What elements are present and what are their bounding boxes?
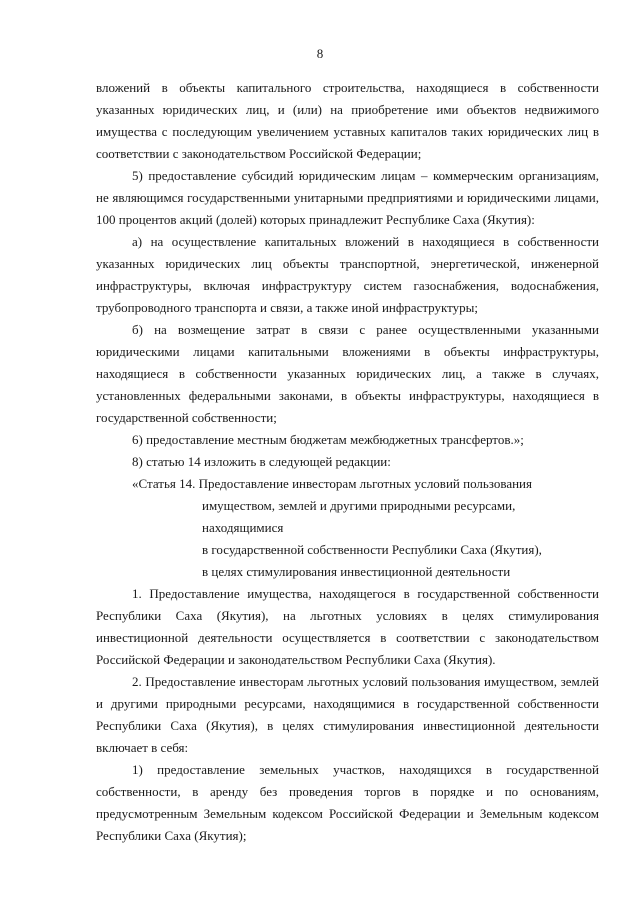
paragraph-capital-investments-continued: вложений в объекты капитального строительства, находящиеся в собственности указанных юридических лиц, и (или) на приобретение ими объектов недвижимого имущества с последующим увеличением уставных капиталов таких юридических лиц в соответствии с законодательством Российской Федерации; bbox=[96, 80, 599, 161]
paragraph-subitem-a: а) на осуществление капитальных вложений в находящиеся в собственности указанных юридических лиц объекты транспортной, энергетической, инженерной инфраструктуры, включая инфраструктуру систем газоснабжения, водоснабжения, трубопроводного транспорта и связи, а также иной инфраструктуры; bbox=[96, 234, 599, 315]
paragraph-clause-2-item-1: 1) предоставление земельных участков, находящихся в государственной собственности, в аренду без проведения торгов в порядке и по основаниям, предусмотренным Земельным кодексом Российской Федерации и Земельным кодексом Республики Саха (Якутия); bbox=[96, 762, 599, 843]
article-heading-line: в государственной собственности Республики Саха (Якутия), bbox=[202, 542, 542, 557]
page-number: 8 bbox=[316, 46, 324, 61]
article-heading-line: в целях стимулирования инвестиционной деятельности bbox=[202, 564, 511, 579]
paragraph-subitem-b: б) на возмещение затрат в связи с ранее осуществленными указанными юридическими лицами капитальными вложениями в объекты инфраструктуры, находящиеся в собственности указанных юридических лиц, а также в случаях, установленных федеральными законами, в объекты инфраструктуры, находящиеся в государственной собственности; bbox=[96, 322, 599, 425]
article-heading-line: имуществом, землей и другими природными ресурсами, находящимися bbox=[202, 498, 516, 535]
paragraph-clause-1: 1. Предоставление имущества, находящегося в государственной собственности Республики Саха (Якутия), на льготных условиях в целях стимулирования инвестиционной деятельности осуществляется в соответствии с законодательством Российской Федерации и законодательством Республики Саха (Якутия). bbox=[96, 586, 599, 667]
paragraph-item-5-subsidies: 5) предоставление субсидий юридическим лицам – коммерческим организациям, не являющимся государственными унитарными предприятиями и юридическими лицами, 100 процентов акций (долей) которых принадлежит Республике Саха (Якутия): bbox=[96, 168, 599, 227]
article-14-heading bbox=[96, 473, 599, 583]
document-body bbox=[96, 77, 599, 847]
paragraph-item-6-transfers: 6) предоставление местным бюджетам межбюджетных трансфертов.»; bbox=[132, 432, 524, 447]
paragraph-item-8-article-14: 8) статью 14 изложить в следующей редакции: bbox=[132, 454, 391, 469]
paragraph-clause-2: 2. Предоставление инвесторам льготных условий пользования имуществом, землей и другими природными ресурсами, находящимися в государственной собственности Республики Саха (Якутия), в целях стимулирования инвестиционной деятельности включает в себя: bbox=[96, 674, 599, 755]
article-heading-line: «Статья 14. Предоставление инвесторам льготных условий пользования bbox=[132, 476, 532, 491]
